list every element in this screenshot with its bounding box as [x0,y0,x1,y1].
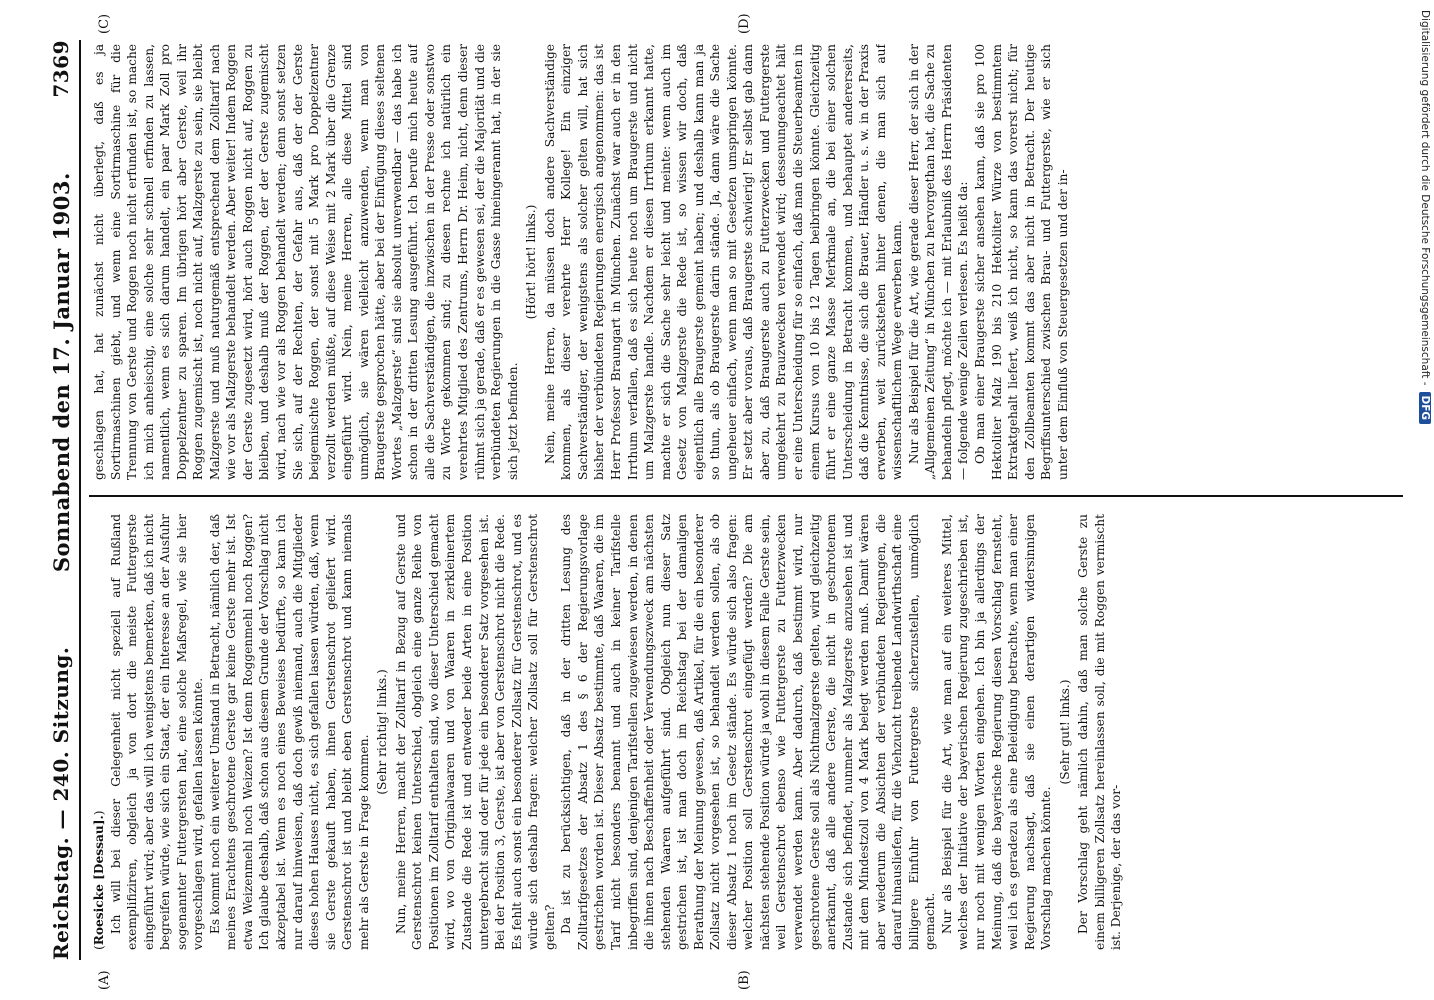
right-column [91,44,1403,480]
margin-marker-b: (B) [737,970,752,990]
speaker-paragraph: (Roesicke [Dessau].) [92,810,106,950]
margin-marker-d: (D) [737,13,752,34]
paragraph: geschlagen hat, hat zunächst nicht überlegt, daß es ja Sortirmaschinen giebt, und wenn eine Sortirmaschine für die Trennung von Gerste und Roggen noch nicht erfunden ist, so mache ich mich anheischig, eine solche sehr schnell erfinden zu lassen, namentlich, wenn es sich darum handelt, ein paar Mark Zoll pro Doppelzentner zu sparen. Im übrigen hört aber Gerste, weil ihr Roggen zugemischt ist, noch nicht auf, Malzgerste zu sein, sie bleibt Malzgerste und muß naturgemäß entsprechend dem Zolltarif nach wie vor als Malzgerste behandelt werden. Aber weiter! Indem Roggen der Gerste zugesetzt wird, hört auch Roggen nicht auf, Roggen zu bleiben, und deshalb muß der Roggen, der der Gerste zugemischt wird, nach wie vor als Roggen behandelt werden; denn sonst setzen Sie sich, auf der Rechten, der Gefahr aus, daß der der Gerste beigemischte Roggen, der sonst mit 5 Mark pro Doppelzentner verzollt werden müßte, auf diese Weise mit 2 Mark über die Grenze eingeführt wird. Nein, meine Herren, alle diese Mittel sind unmöglich, sie wären vielleicht anzuwenden, wenn man von Braugerste gesprochen hätte, aber bei der Einfügung dieses seltenen Wortes „Malzgerste“ sind sie absolut unverwendbar — das habe ich schon in der dritten Lesung ausgeführt. Ich berufe mich heute auf alle die Sachverständigen, die inzwischen in der Presse oder sonstwo zu Worte gekommen sind; zu diesen rechne ich natürlich ein verehrtes Mitglied des Zentrums, Herrn Dr. Heim, nicht, denn dieser rühmt sich ja gerade, daß er es gewesen sei, der die Majorität und die verbündeten Regierungen in die Gasse hineingerannt hat, in der sie sich jetzt befinden. [92,44,520,480]
header-rule [79,40,81,960]
quote-paragraph: Ob man einer Braugerste sicher ansehen kann, daß sie pro 100 Hektoliter Malz 190 bis 210 Hektoliter Würze von bestimmtem Extraktgehalt liefert, weiß ich nicht, so kann das vorerst nicht; für den Zollbeamten kommt das aber nicht in Betracht. Der heutige Begriffsunterschied zwischen Brau- und Futtergerste, wie er sich unter dem Einfluß von Steuergesetzen und der in- [972,44,1070,480]
speaker-name: Roesicke [Dessau]. [92,815,106,946]
margin-marker-a: (A) [97,970,112,990]
paragraph: Der Vorschlag geht nämlich dahin, daß man solche Gerste zu einem billigeren Zollsatz hereinlassen soll, die mit Roggen vermischt ist. Derjenige, der das vor- [1076,514,1124,950]
interjection: (Sehr richtig! links.) [375,669,390,795]
paragraph: Nein, meine Herren, da müssen doch andere Sachverständige kommen, als dieser verehrte Herr Kollege! Ein einziger Sachverständiger, der wenigstens als solcher gelten will, hat sich bisher der verbündeten Regierungen energisch angenommen: das ist Herr Professor Braungart in München. Zunächst war auch er in den Irrthum verfallen, daß es sich heute noch um Braugerste und nicht um Malzgerste handle. Nachdem er diesen Irrthum erkannt hatte, machte er sich die Sache sehr leicht und meinte: wenn auch im Gesetz von Malzgerste die Rede ist, so wissen wir doch, daß eigentlich alle Braugerste gemeint haben; und deshalb kann man ja so thun, als ob Braugerste darin stände. Ja, dann wäre die Sache ungeheuer einfach, wenn man so mit Gesetzen umspringen könnte. Er setzt aber voraus, daß Braugerste schwierig! Er selbst gab dann aber zu, daß Braugerste auch zu Futterzwecken und Futtergerste umgekehrt zu Brauzwecken verwendet wird; dessenungeachtet hält er eine Unterscheidung für so einfach, daß man die Steuerbeamten in einem Kursus von 10 bis 12 Tagen beibringen könnte. Gleichzeitig führt er eine ganze Masse Merkmale an, die bei einer solchen Unterscheidung in Betracht kommen, und behauptet andererseits, daß die Kenntnisse, die sich die Brauer, Händler u. s. w. in der Praxis erwerben, weit zurückstehen hinter denen, die man sich auf wissenschaftlichem Wege erwerben kann. [542,44,905,480]
paragraph: Nun, meine Herren, macht der Zolltarif in Bezug auf Gerste und Gerstenschrot keinen Unterschied, obgleich eine ganze Reihe von Positionen im Zolltarif enthalten sind, wo dieser Unterschied gemacht wird, wo von Originalwaaren und von Waaren in zerkleinertem Zustande die Rede ist und entweder beide Arten in eine Position untergebracht sind oder für jede ein besonderer Satz vorgesehen ist. Bei der Position 3, Gerste, ist aber von Gerstenschrot nicht die Rede. Es fehlt auch sonst ein besonderer Zollsatz für Gerstenschrot, und es würde sich deshalb fragen: welcher Zollsatz soll für Gerstenschrot gelten? [393,514,557,950]
interjection: (Sehr gut! links.) [1057,679,1072,785]
interjection: (Hört! hört! links.) [524,204,539,320]
header-left: Reichstag. — 240. Sitzung. [49,646,73,960]
digitization-credit [1415,10,1431,990]
left-column [91,514,1403,950]
credit-text: Digitalisierung gefördert durch die Deutsche Forschungsgemeinschaft - [1419,10,1431,386]
header-date: Sonnabend den 17. Januar 1903. [48,172,74,573]
dfg-logo: DFG [1419,392,1431,425]
column-divider [89,495,1403,497]
paragraph: Es kommt noch ein weiterer Umstand in Betracht, nämlich der, daß meines Erachtens geschrotene Gerste gar keine Gerste mehr ist. Ist etwa Weizenmehl noch Weizen? Ist denn Roggenmehl noch Roggen? Ich glaube deshalb, daß schon aus diesem Grunde der Vorschlag nicht akzeptabel ist. Wenn es noch eines Beweises bedürfte, so kann ich nur darauf hinweisen, daß doch gewiß niemand, auch die Mitglieder dieses hohen Hauses nicht, es sich gefallen lassen würden, daß, wenn sie Gerste gekauft haben, ihnen Gerstenschrot geliefert wird. Gerstenschrot ist und bleibt eben Gerstenschrot und kann niemals mehr als Gerste in Frage kommen. [207,514,371,950]
page-number: 7369 [49,40,73,98]
page-header [45,40,77,960]
margin-marker-c: (C) [97,13,112,34]
paragraph: Da ist zu berücksichtigen, daß in der dritten Lesung des Zolltarifgesetzes der Absatz 1 des § 6 der Regierungsvorlage gestrichen worden ist. Dieser Absatz bestimmte, daß Waaren, die im Tarif nicht besonders benannt und auch in keiner Tarifstelle inbegriffen sind, denjenigen Tarifstellen zugewiesen werden, in denen die ihnen nach Beschaffenheit oder Verwendungszweck am nächsten stehenden Waaren aufgeführt sind. Obgleich nun dieser Satz gestrichen ist, ist man doch im Reichstag bei der damaligen Berathung der Meinung gewesen, daß Artikel, für die ein besonderer Zollsatz nicht vorgesehen ist, so behandelt werden sollen, als ob dieser Absatz 1 noch im Gesetz stände. Es würde sich also fragen: welcher Position soll Gerstenschrot eingefügt werden? Die am nächsten stehende Position würde ja wohl in diesem Falle Gerste sein, weil Gerstenschrot ebenso wie Futtergerste zu Futterzwecken verwendet werden kann. Aber dadurch, daß bestimmt wird, nur geschrotene Gerste soll als Nichtmalzgerste gelten, wird gleichzeitig anerkannt, daß alle andere Gerste, die nicht in geschrotenem Zustande sich befindet, nunmehr als Malzgerste anzusehen ist und mit dem Mindestzoll von 4 Mark belegt werden muß. Damit wären aber wiederum die Absichten der verbündeten Regierungen, die darauf hinausliefen, für die Viehzucht treibende Landwirthschaft eine billigere Einfuhr von Futtergerste sicherzustellen, unmöglich gemacht. [559,514,938,950]
paragraph: Ich will bei dieser Gelegenheit nicht speziell auf Rußland exemplifiziren, obgleich ja von dort die meiste Futtergerste eingeführt wird; aber das will ich wenigstens bemerken, daß ich nicht begreifen würde, wie sich ein Staat, der ein Interesse an der Ausfuhr sogenannter Futtergersten hat, eine solche Maßregel, wie sie hier vorgeschlagen wird, gefallen lassen könnte. [108,514,206,950]
paragraph: Nur als Beispiel für die Art, wie man auf ein weiteres Mittel, welches der Initiative der bayerischen Regierung zugeschrieben ist, nur noch mit wenigen Worten eingehen. Ich bin ja allerdings der Meinung, daß die bayerische Regierung diesen Vorschlag fernsteht, weil ich es geradezu als eine Beleidigung betrachte, wenn man einer Regierung nachsagt, daß sie einen derartigen widersinnigen Vorschlag machen könnte. [939,514,1054,950]
document-page [17,0,1417,1000]
paragraph: Nur als Beispiel für die Art, wie gerade dieser Herr, der sich in der „Allgemeinen Zeitung“ in München zu hervorgethan hat, die Sache zu behandeln pflegt, möchte ich — mit Erlaubniß des Herrn Präsidenten — folgende wenige Zeilen verlesen. Es heißt da: [906,44,971,480]
